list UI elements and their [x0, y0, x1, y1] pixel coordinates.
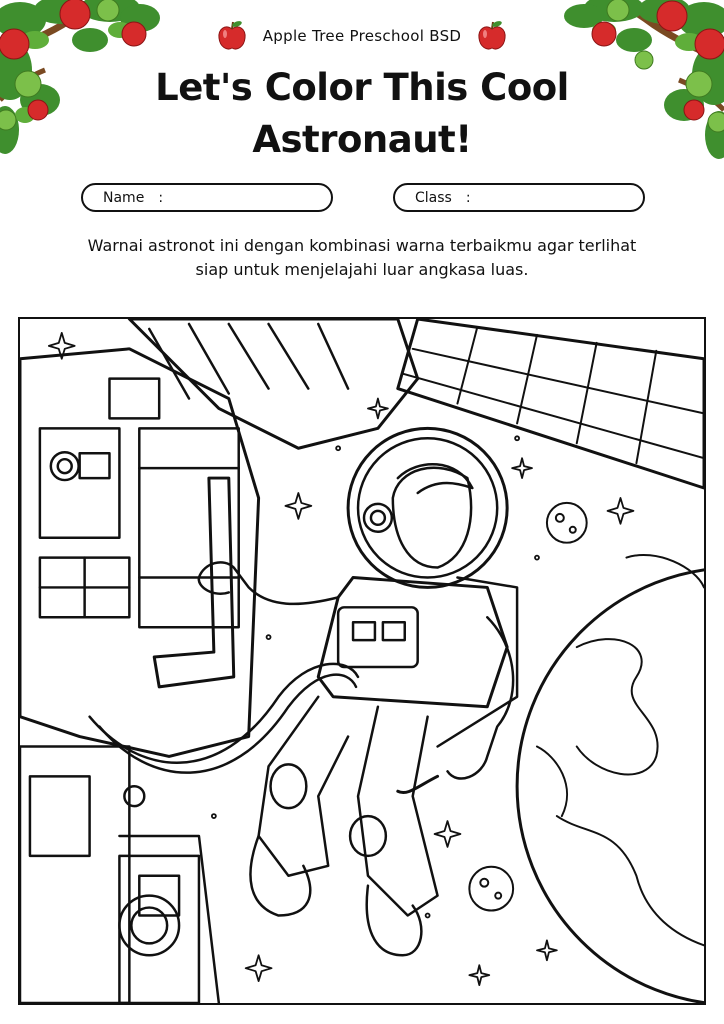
star-decorations: [49, 333, 634, 985]
instructions-line-2: siap untuk menjelajahi luar angkasa luas.: [195, 260, 529, 279]
page-title-line-1: Let's Color This Cool: [155, 66, 569, 109]
name-label: Name: [103, 189, 145, 206]
apple-icon: [477, 20, 507, 52]
coloring-illustration-frame: [18, 317, 706, 1005]
page-title: [80, 62, 644, 166]
solar-panel-illustration: [398, 319, 704, 488]
instructions-line-1: Warnai astronot ini dengan kombinasi warna terbaikmu agar terlihat: [87, 236, 637, 255]
astronaut-coloring-illustration: [20, 319, 704, 1003]
page-title-line-2: Astronaut!: [252, 118, 472, 161]
name-field[interactable]: [81, 183, 333, 212]
class-separator: :: [465, 189, 471, 206]
instructions: [60, 234, 664, 282]
earth-illustration: [517, 555, 704, 1003]
apple-icon: [217, 20, 247, 52]
astronaut-illustration: [199, 428, 517, 955]
space-station-illustration: [20, 319, 418, 1003]
school-name: Apple Tree Preschool BSD: [262, 27, 462, 45]
class-label: Class: [415, 189, 452, 206]
name-separator: :: [158, 189, 164, 206]
class-field[interactable]: [393, 183, 645, 212]
school-header: [0, 20, 724, 52]
